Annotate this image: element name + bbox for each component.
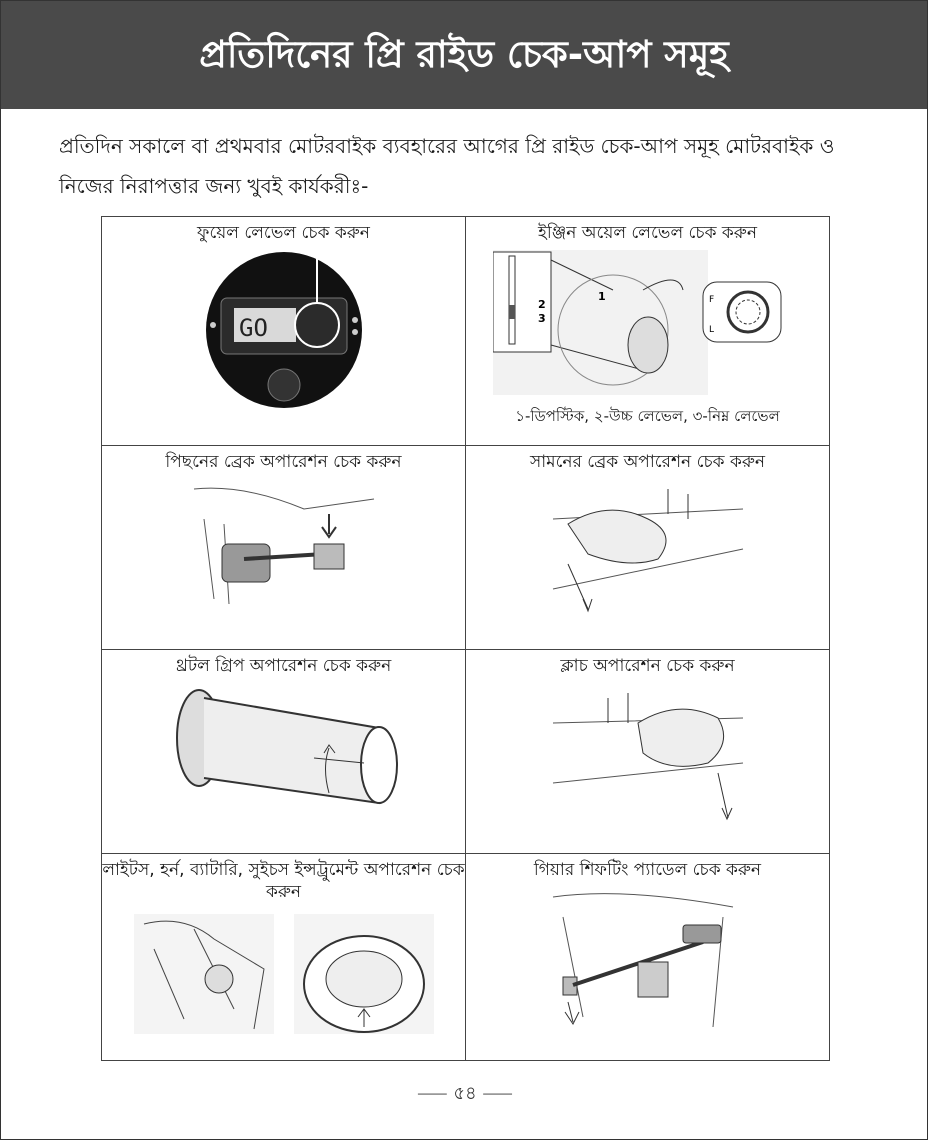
checkup-grid bbox=[101, 216, 830, 1061]
page-number-right-ornament: ⸺ bbox=[476, 1083, 513, 1104]
fuel-gauge-illustration bbox=[199, 250, 369, 410]
throttle-grip-illustration bbox=[154, 683, 414, 823]
oil-dipstick-illustration bbox=[493, 250, 803, 400]
fuel-caption: ফুয়েল লেভেল চেক করুন bbox=[197, 223, 370, 243]
cell-gear bbox=[466, 854, 830, 1061]
front-brake-illustration bbox=[548, 479, 748, 619]
dipstick-label-1: 1 bbox=[597, 290, 606, 303]
cell-clutch bbox=[466, 650, 830, 854]
lights-caption: লাইটস, হর্ন, ব্যাটারি, সুইচস ইন্সট্রুমেন্ট অপারেশন চেক করুন bbox=[102, 860, 465, 902]
window-label-f: F bbox=[708, 295, 714, 305]
throttle-caption: থ্রটল গ্রিপ অপারেশন চেক করুন bbox=[175, 656, 392, 676]
clutch-caption: ক্লাচ অপারেশন চেক করুন bbox=[560, 656, 735, 676]
cell-front-brake bbox=[466, 446, 830, 650]
oil-caption: ইঞ্জিন অয়েল লেভেল চেক করুন bbox=[537, 223, 757, 243]
page-number-value: ৫৪ bbox=[453, 1083, 477, 1104]
cell-fuel bbox=[102, 217, 466, 446]
rear-brake-caption: পিছনের ব্রেক অপারেশন চেক করুন bbox=[165, 452, 402, 472]
page-number bbox=[1, 1079, 929, 1110]
oil-note: ১-ডিপস্টিক, ২-উচ্চ লেভেল, ৩-নিম্ন লেভেল bbox=[515, 407, 780, 425]
dipstick-label-3: 3 bbox=[537, 312, 546, 325]
cell-lights bbox=[102, 854, 466, 1061]
intro-paragraph: প্রতিদিন সকালে বা প্রথমবার মোটরবাইক ব্যবহারের আগের প্রি রাইড চেক-আপ সমূহ মোটরবাইক ও নিজের নিরাপত্তার জন্য খুবই কার্যকরীঃ- bbox=[59, 134, 835, 198]
cell-rear-brake bbox=[102, 446, 466, 650]
gear-caption: গিয়ার শিফটিং প্যাডেল চেক করুন bbox=[533, 860, 762, 880]
rear-brake-illustration bbox=[184, 479, 384, 614]
svg-text:GO: GO bbox=[238, 314, 268, 342]
gear-pedal-illustration bbox=[543, 887, 753, 1037]
clutch-illustration bbox=[548, 683, 748, 828]
window-label-l: L bbox=[708, 325, 714, 335]
page-number-left-ornament: ⸺ bbox=[417, 1083, 454, 1104]
lights-horn-illustration bbox=[124, 909, 444, 1039]
cell-oil bbox=[466, 217, 830, 446]
page-title: প্রতিদিনের প্রি রাইড চেক-আপ সমূহ bbox=[1, 1, 927, 109]
dipstick-label-2: 2 bbox=[537, 298, 546, 311]
front-brake-caption: সামনের ব্রেক অপারেশন চেক করুন bbox=[529, 452, 766, 472]
cell-throttle bbox=[102, 650, 466, 854]
